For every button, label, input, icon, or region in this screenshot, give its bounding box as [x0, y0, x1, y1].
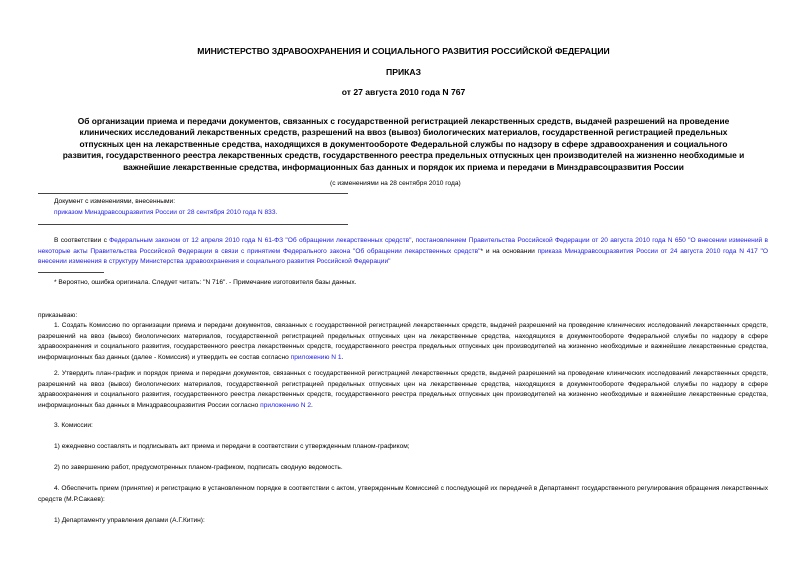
appendix-2-link[interactable]: приложению N 2: [260, 401, 312, 409]
title-line: отпускных цен на лекарственные средства, находящихся в документообороте Федеральной службы по надзору в сфере здравоохранения и социального: [79, 138, 728, 149]
document-title: [30, 116, 777, 173]
changes-label: Документ с изменениями, внесенными:: [54, 198, 176, 205]
item-1-paragraph: [38, 321, 768, 363]
divider-bottom: [38, 224, 348, 225]
title-line: важнейшие лекарственные средства, информационных баз данных и порядок их приема и передачи в Минздравсоцразвития России: [123, 161, 684, 172]
item-3-heading: 3. Комиссии:: [54, 422, 93, 429]
law-61fz-link[interactable]: Федеральным законом от 12 апреля 2010 года N 61-ФЗ "Об обращении лекарственных средств": [109, 237, 412, 244]
doc-type-heading: ПРИКАЗ: [386, 67, 421, 77]
divider-top: [38, 193, 348, 194]
ministry-heading: МИНИСТЕРСТВО ЗДРАВООХРАНЕНИЯ И СОЦИАЛЬНОГО РАЗВИТИЯ РОССИЙСКОЙ ФЕДЕРАЦИИ: [197, 46, 610, 56]
preamble-text: * и на основании: [480, 247, 538, 255]
order-417-link[interactable]: приказа Минздравсоцразвития России от 24 августа 2010 года N 417 "О внесении изменения в структуру Министерства здравоохранения и социального развития Российской Федерации": [38, 247, 769, 266]
item-2-paragraph: [38, 369, 768, 411]
footnote-text: * Вероятно, ошибка оригинала. Следует читать: "N 716". - Примечание изготовителя базы данных.: [54, 279, 357, 286]
order-word: приказываю:: [38, 312, 78, 319]
preamble-text: ,: [411, 237, 416, 244]
footnote-divider: [38, 272, 104, 273]
title-line: Об организации приема и передачи документов, связанных с государственной регистрацией лекарственных средств, выдачей разрешений на проведение: [77, 116, 730, 126]
resolution-650-link[interactable]: постановлением Правительства Российской Федерации от 20 августа 2010 года N 650 "О внесении изменений в некоторые акты Правительства Российской Федерации в связи с принятием Федерального закона "Об обращении лекарственных средств": [38, 237, 768, 255]
date-number-heading: от 27 августа 2010 года N 767: [341, 87, 466, 97]
item-2-tail: .: [311, 401, 313, 409]
preamble-paragraph: [38, 236, 768, 268]
appendix-1-link[interactable]: приложению N 1: [290, 353, 342, 361]
item-4-paragraph: 4. Обеспечить прием (принятие) и регистрацию в установленном порядке в соответствии с актом, утвержденным Комиссией с последующей их передачей в Департамент государственного регулирования обращения лекарственных средств (М.Р.Сакаев):: [38, 485, 768, 503]
preamble-text: В соответствии с: [54, 237, 110, 244]
item-2-text: 2. Утвердить план-график и порядок приема и передачи документов, связанных с государственной регистрацией лекарственных средств, выдачей разрешений на проведение клинических исследований лекарственных средств, разрешений на ввоз (вывоз) биологических материалов, государственной регистрацией предельных отпускных цен на лекарственные средства, находящихся в документообороте Федеральной службы по надзору в сфере здравоохранения и социального развития, государственного реестра лекарственных средств, государственного реестра предельных отпускных цен производителей на жизненно необходимые и важнейшие лекарственные средства, информационных баз данных в Минздравсоцразвития России согласно: [38, 370, 768, 409]
item-3-sub-1: 1) ежедневно составлять и подписывать акт приема и передачи в соответствии с утвержденным планом-графиком;: [54, 443, 410, 450]
item-1-text: 1. Создать Комиссию по организации приема и передачи документов, связанных с государственной регистрацией лекарственных средств, выдачей разрешений на проведение клинических исследований лекарственных средств, разрешений на ввоз (вывоз) биологических материалов, государственной регистрацией предельных отпускных цен на лекарственные средства, находящихся в документообороте Федеральной службы по надзору в сфере здравоохранения и социального развития, государственного реестра лекарственных средств, государственного реестра предельных отпускных цен производителей на жизненно необходимые и важнейшие лекарственные средства, информационных баз данных (далее - Комиссия) и утвердить ее состав согласно: [38, 322, 768, 361]
amendments-note: (с изменениями на 28 сентября 2010 года): [330, 180, 461, 187]
item-1-tail: .: [341, 353, 344, 361]
item-4-sub-1: 1) Департаменту управления делами (А.Г.Китин):: [54, 517, 205, 524]
title-line: развития, государственного реестра лекарственных средств, государственного реестра предельных отпускных цен производителей на жизненно необходимые и: [62, 150, 745, 161]
item-3-sub-2: 2) по завершению работ, предусмотренных планом-графиком, подписать сводную ведомость.: [54, 464, 343, 471]
title-line: клинических исследований лекарственных средств, разрешений на ввоз (вывоз) биологических материалов, государственной регистрацией предельных: [79, 127, 728, 138]
changes-link[interactable]: приказом Минздравсоцразвития России от 28 сентября 2010 года N 833.: [54, 209, 278, 216]
